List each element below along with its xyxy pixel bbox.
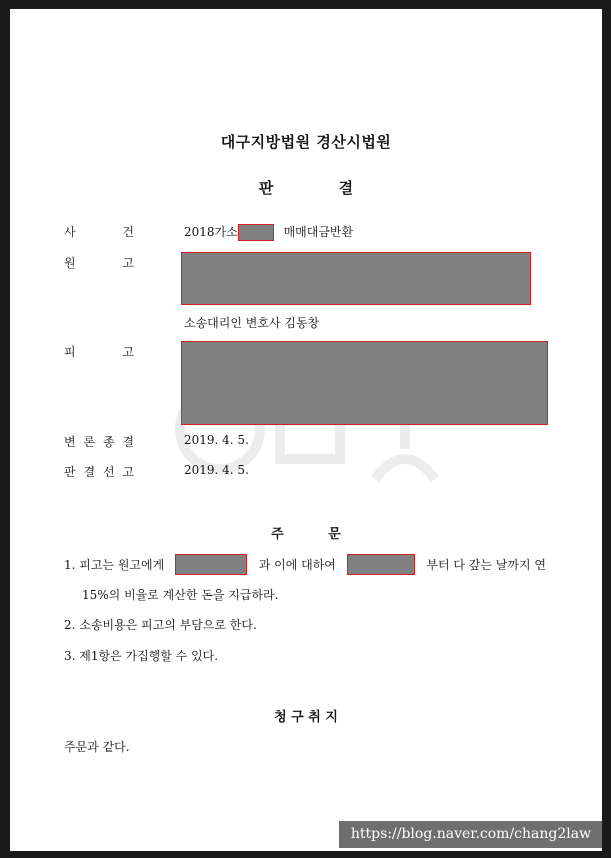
plaintiff-representative: 소송대리인 변호사 김동창: [184, 316, 320, 330]
judgment-date: 2019. 4. 5.: [184, 463, 249, 477]
order-line-2: 2. 소송비용은 피고의 부담으로 한다.: [64, 618, 257, 632]
order-line-1-continued: 15%의 비율로 계산한 돈을 지급하라.: [82, 588, 279, 602]
order-line-1: [64, 554, 546, 575]
judgment-label: 판 결 선 고: [64, 465, 134, 479]
document-page: [10, 9, 602, 851]
redacted-date: [347, 554, 415, 575]
court-name: 대구지방법원 경산시법원: [220, 133, 392, 151]
closing-date: 2019. 4. 5.: [184, 433, 249, 447]
case-label: 사 건: [64, 225, 134, 239]
order-line-3: 3. 제1항은 가집행할 수 있다.: [64, 649, 219, 663]
claim-text: 주문과 같다.: [64, 740, 130, 754]
closing-label: 변 론 종 결: [64, 435, 134, 449]
order-line-1-part-c: 부터 다 갚는 날까지 연: [426, 558, 546, 572]
plaintiff-label: 원 고: [64, 256, 134, 270]
redacted-plaintiff: [181, 252, 531, 305]
redacted-defendant: [181, 341, 548, 425]
order-line-1-part-b: 과 이에 대하여: [258, 558, 336, 572]
case-number: [184, 223, 353, 241]
blog-url-watermark: https://blog.naver.com/chang2law: [339, 821, 602, 848]
defendant-label: 피 고: [64, 345, 134, 359]
case-number-prefix: 2018가소: [184, 225, 238, 239]
case-name: 매매대금반환: [283, 225, 354, 239]
order-section-title: 주 문: [271, 527, 341, 542]
document-title: 판 결: [258, 179, 354, 197]
order-line-1-part-a: 1. 피고는 원고에게: [64, 558, 165, 572]
redacted-case-number: [238, 224, 274, 241]
claim-section-title: 청 구 취 지: [274, 710, 338, 725]
redacted-amount: [175, 554, 247, 575]
